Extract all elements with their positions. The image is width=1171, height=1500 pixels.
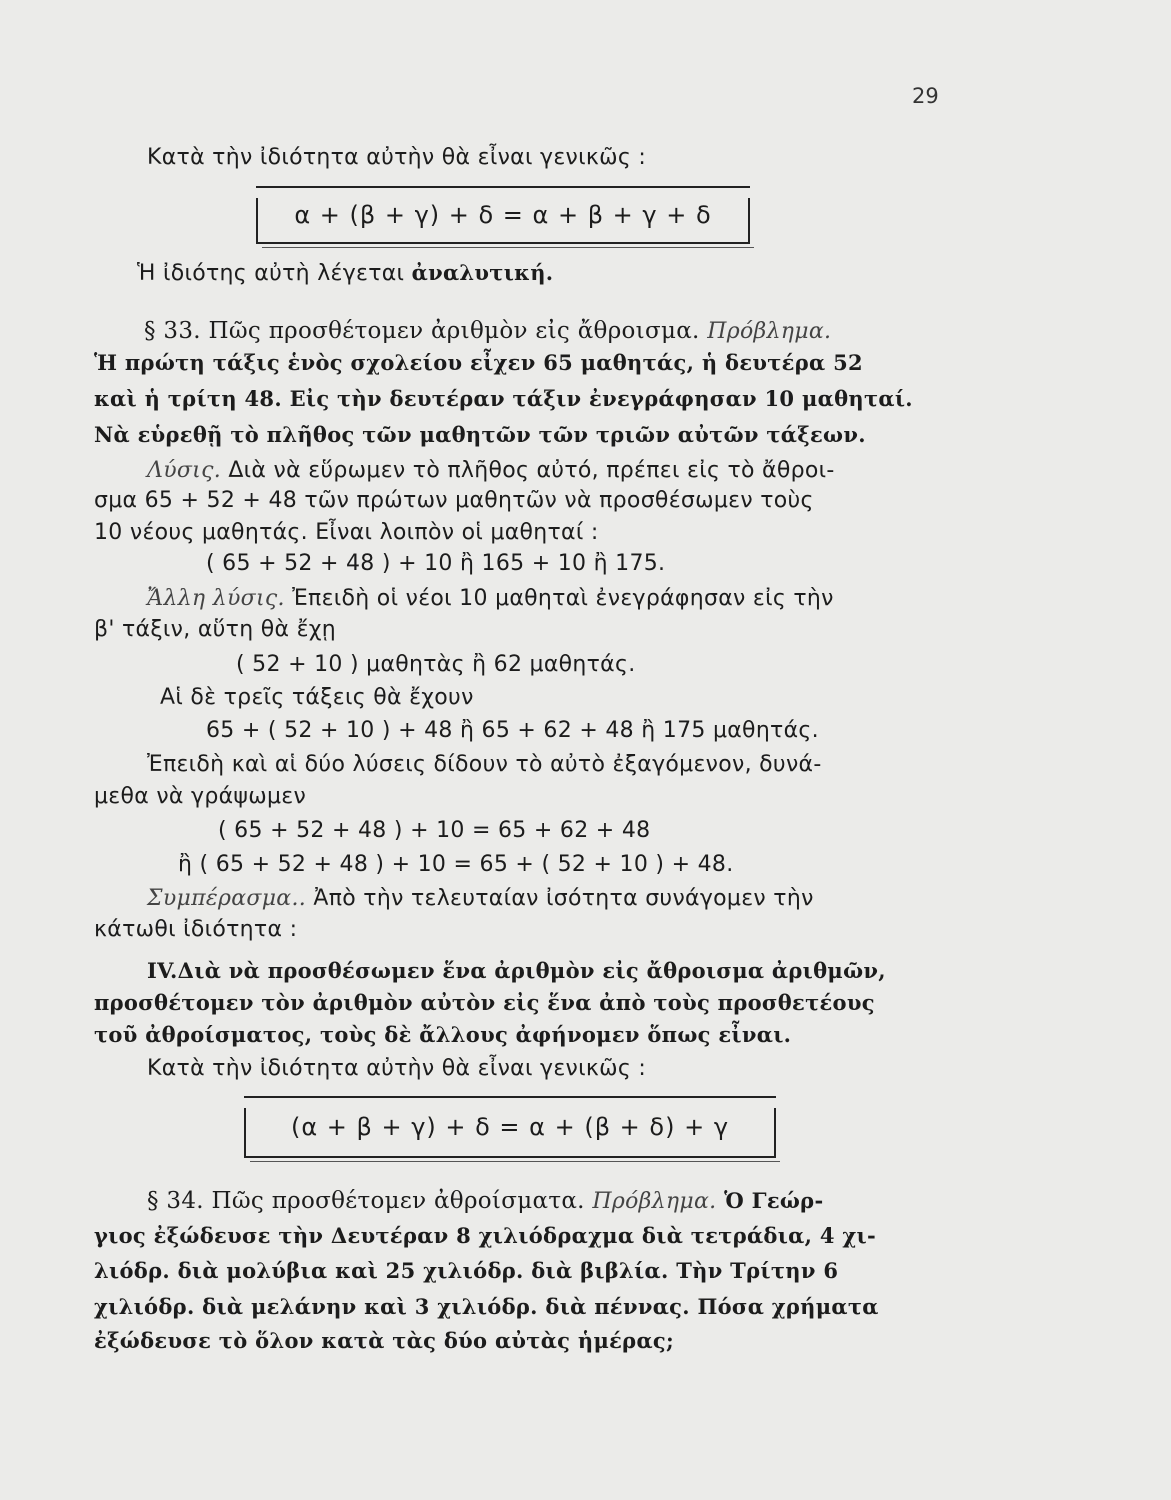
- text-line: 10 νέους μαθητάς. Εἶναι λοιπὸν οἱ μαθηταί :: [94, 520, 599, 545]
- text-line: β' τάξιν, αὕτη θὰ ἔχῃ: [94, 617, 337, 642]
- problem-text: καὶ ἡ τρίτη 48. Εἰς τὴν δευτέραν τάξιν ἐνεγράφησαν 10 μαθηταί.: [94, 386, 913, 411]
- problem-text: χιλιόδρ. διὰ μελάνην καὶ 3 χιλιόδρ. διὰ πέννας. Πόσα χρήματα: [94, 1294, 879, 1319]
- problem-text: γιος ἐξώδευσε τὴν Δευτέραν 8 χιλιόδραχμα διὰ τετράδια, 4 χι-: [94, 1223, 876, 1248]
- math-line: ( 52 + 10 ) μαθητὰς ἢ 62 μαθητάς.: [236, 652, 636, 677]
- section-heading-33: § 33. Πῶς προσθέτομεν ἀριθμὸν εἰς ἄθροισμα. Πρόβλημα.: [144, 318, 832, 344]
- text-line: σμα 65 + 52 + 48 τῶν πρώτων μαθητῶν νὰ προσθέσωμεν τοὺς: [94, 488, 814, 513]
- formula-2: (α + β + γ) + δ = α + (β + δ) + γ: [290, 1113, 730, 1141]
- problem-text: λιόδρ. διὰ μολύβια καὶ 25 χιλιόδρ. διὰ βιβλία. Τὴν Τρίτην 6: [94, 1258, 839, 1283]
- formula-1: α + (β + γ) + δ = α + β + γ + δ: [294, 201, 712, 229]
- text-line: μεθα νὰ γράψωμεν: [94, 784, 307, 809]
- math-line: ( 65 + 52 + 48 ) + 10 = 65 + 62 + 48: [218, 818, 651, 843]
- text-line: κάτωθι ἰδιότητα :: [94, 917, 298, 942]
- math-line: ( 65 + 52 + 48 ) + 10 ἢ 165 + 10 ἢ 175.: [206, 551, 666, 576]
- text-line: Ἡ ἰδιότης αὐτὴ λέγεται ἀναλυτική.: [137, 260, 554, 286]
- solution-line: Λύσις. Διὰ νὰ εὕρωμεν τὸ πλῆθος αὐτό, πρέπει εἰς τὸ ἄθροι-: [147, 458, 835, 483]
- problem-text: Νὰ εὑρεθῇ τὸ πλῆθος τῶν μαθητῶν τῶν τριῶν αὐτῶν τάξεων.: [94, 422, 866, 447]
- problem-text: Ἡ πρώτη τάξις ἑνὸς σχολείου εἶχεν 65 μαθητάς, ἡ δευτέρα 52: [94, 350, 863, 375]
- math-line: ἢ ( 65 + 52 + 48 ) + 10 = 65 + ( 52 + 10 ) + 48.: [178, 852, 734, 877]
- property-iv: προσθέτομεν τὸν ἀριθμὸν αὐτὸν εἰς ἕνα ἀπὸ τοὺς προσθετέους: [94, 990, 875, 1015]
- problem-text: ἐξώδευσε τὸ ὅλον κατὰ τὰς δύο αὐτὰς ἡμέρας;: [94, 1328, 675, 1353]
- alt-solution-line: Ἄλλη λύσις. Ἐπειδὴ οἱ νέοι 10 μαθηταὶ ἐνεγράφησαν εἰς τὴν: [147, 586, 834, 611]
- text-line: Κατὰ τὴν ἰδιότητα αὐτὴν θὰ εἶναι γενικῶς :: [147, 1056, 647, 1081]
- section-heading-34: § 34. Πῶς προσθέτομεν ἀθροίσματα. Πρόβλημα. Ὁ Γεώρ-: [147, 1188, 824, 1214]
- property-iv: IV.Διὰ νὰ προσθέσωμεν ἕνα ἀριθμὸν εἰς ἄθροισμα ἀριθμῶν,: [147, 958, 886, 983]
- property-iv: τοῦ ἀθροίσματος, τοὺς δὲ ἄλλους ἀφήνομεν ὅπως εἶναι.: [94, 1022, 792, 1047]
- formula-box-1: [256, 186, 750, 244]
- text-line: Αἱ δὲ τρεῖς τάξεις θὰ ἔχουν: [160, 685, 474, 710]
- formula-box-2: [244, 1096, 776, 1158]
- text-line: Κατὰ τὴν ἰδιότητα αὐτὴν θὰ εἶναι γενικῶς :: [147, 145, 647, 170]
- page-number: 29: [912, 84, 939, 108]
- math-line: 65 + ( 52 + 10 ) + 48 ἢ 65 + 62 + 48 ἢ 175 μαθητάς.: [206, 718, 819, 743]
- text-line: Ἐπειδὴ καὶ αἱ δύο λύσεις δίδουν τὸ αὐτὸ ἐξαγόμενον, δυνά-: [147, 752, 822, 777]
- conclusion-line: Συμπέρασμα.. Ἀπὸ τὴν τελευταίαν ἰσότητα συνάγομεν τὴν: [147, 886, 814, 911]
